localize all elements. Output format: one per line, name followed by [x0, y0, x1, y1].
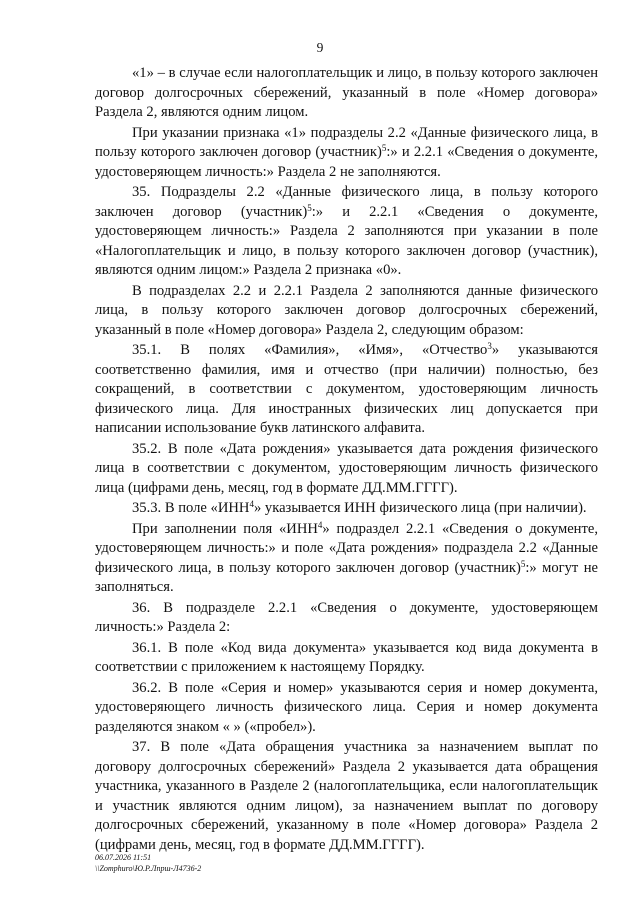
footer-timestamp: 06.07.2026 11:51 [95, 853, 152, 862]
text-run: » указывается ИНН физического лица (при наличии). [253, 500, 587, 516]
text-run: :» и 2.2.1 «Сведения о документе, удостоверяющем личность:» Раздела 2 не заполняются. [95, 144, 598, 180]
text-run: 35.1. В полях «Фамилия», «Имя», «Отчество [132, 342, 488, 358]
text-run: :» и 2.2.1 «Сведения о документе, удостоверяющем личность:» Раздела 2 заполняются при указании в поле «Налогоплательщик и лицо, в пользу которого заключен договор (участник), являются одним лицом:» Раздела 2 признака «0». [95, 203, 599, 278]
paragraph [95, 341, 598, 439]
paragraph [95, 124, 598, 183]
paragraph [95, 599, 598, 638]
paragraph [95, 679, 598, 738]
footnote-marker: 5 [520, 558, 526, 569]
footnote-marker: 5 [307, 202, 312, 213]
footnote-marker: 4 [317, 519, 323, 530]
footnote-marker: 4 [249, 499, 254, 509]
text-run: 36. В подразделе 2.2.1 «Сведения о документе, удостоверяющем личность:» Раздела 2: [95, 599, 598, 635]
text-run: » указываются соответственно фамилия, имя и отчество (при наличии) полностью, без сокращений, в соответствии с документом, удостоверяющим личность физического лица. Для иностранных физических лиц допускается при написании использование букв латинского алфавита. [95, 342, 598, 436]
text-run: «1» – в случае если налогоплательщик и лицо, в пользу которого заключен договор долгосрочных сбережений, указанный в поле «Номер договора» Раздела 2, являются одним лицом. [95, 65, 598, 120]
text-run: :» могут не заполняться. [95, 559, 598, 595]
paragraph [95, 499, 598, 519]
paragraph [95, 738, 598, 855]
paragraph [95, 440, 598, 499]
document-body [95, 64, 598, 856]
text-run: 36.2. В поле «Серия и номер» указываются серия и номер документа, удостоверяющего личность физического лица. Серия и номер документа разделяются знаком « » («пробел»). [95, 679, 598, 735]
footer [95, 852, 201, 874]
text-run: 35.2. В поле «Дата рождения» указывается дата рождения физического лица в соответствии с документом, удостоверяющим личность физического лица (цифрами день, месяц, год в формате ДД.ММ.ГГГГ). [95, 440, 598, 496]
text-run: 35.3. В поле «ИНН [132, 500, 250, 516]
page-number: 9 [316, 40, 324, 55]
text-run: В подразделах 2.2 и 2.2.1 Раздела 2 заполняются данные физического лица, в пользу которого заключен договор долгосрочных сбережений, указанный в поле «Номер договора» Раздела 2, следующим образом: [95, 282, 598, 338]
paragraph [95, 520, 598, 598]
footnote-marker: 5 [381, 143, 387, 153]
text-run: » подраздел 2.2.1 «Сведения о документе, удостоверяющем личность:» и поле «Дата рождения» подраздела 2.2 «Данные физического лица, в пользу которого заключен договор (участник) [95, 520, 598, 576]
text-run: 36.1. В поле «Код вида документа» указывается код вида документа в соответствии с приложением к настоящему Порядку. [95, 639, 598, 675]
footer-file-path: \\Zomphuro\Ю.Р.Лпрш-Л4736-2 [95, 864, 202, 873]
text-run: 35. Подразделы 2.2 «Данные физического лица, в пользу которого заключен договор (участник) [95, 184, 598, 220]
footnote-marker: 3 [487, 341, 492, 351]
paragraph [95, 183, 598, 281]
text-run: 37. В поле «Дата обращения участника за назначением выплат по договору долгосрочных сбережений» Раздела 2 указывается дата обращения участника, указанного в Разделе 2 (налогоплательщика, если налогоплательщик и участник являются одним лицом), за назначением выплат по договору долгосрочных сбережений, указанному в поле «Номер договора» Раздела 2 (цифрами день, месяц, год в формате ДД.ММ.ГГГГ). [95, 739, 598, 853]
paragraph [95, 639, 598, 678]
text-run: При заполнении поля «ИНН [132, 520, 318, 537]
paragraph [95, 282, 598, 341]
text-run: При указании признака «1» подразделы 2.2 «Данные физического лица, в пользу которого заключен договор (участник) [95, 124, 598, 160]
paragraph [95, 64, 598, 123]
